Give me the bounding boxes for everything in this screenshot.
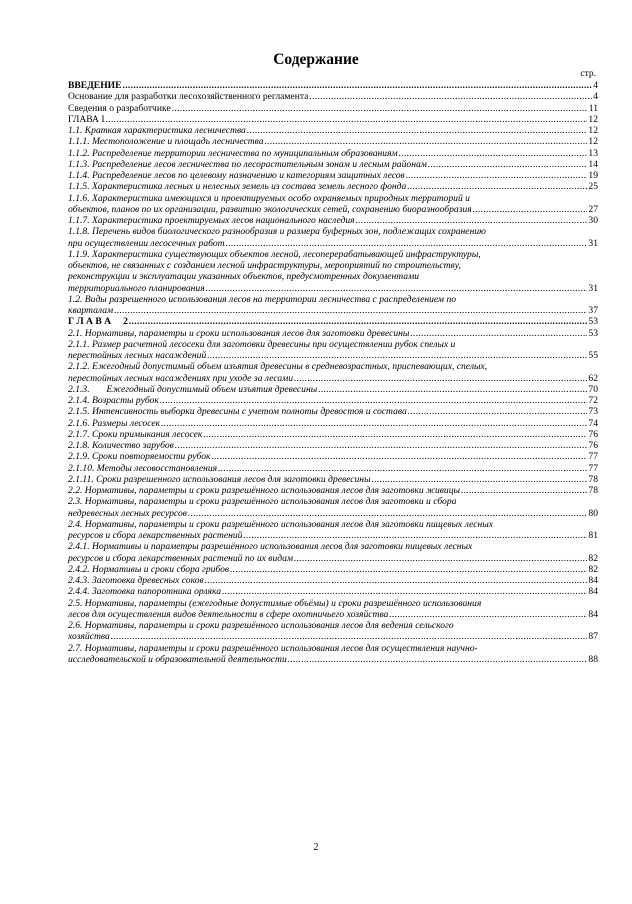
toc-entry-text: 2.4.2. Нормативы и сроки сбора грибов (68, 563, 230, 575)
toc-entry-last-line (68, 283, 598, 294)
toc-entry-text: 2.1.3. Ежегодный допустимый объем изъятия древесины (68, 383, 318, 395)
dot-leader (406, 170, 588, 181)
toc-entry-text: ресурсов и сбора лекарственных растений по их видам (68, 552, 294, 564)
toc-entry-last-line (68, 316, 598, 327)
dot-leader (473, 204, 588, 215)
toc-entry-last-line (68, 575, 598, 586)
dot-leader (203, 429, 587, 440)
toc-page-number: 84 (588, 575, 598, 586)
toc-entry-text: кварталам (68, 305, 114, 316)
dot-leader (309, 91, 592, 102)
toc-entry[interactable] (68, 496, 598, 519)
toc-entry-text: 1.1.2. Распределение территории лесничества по муниципальным образованиям (68, 147, 398, 159)
toc-entry-last-line (68, 451, 598, 462)
dot-leader (123, 80, 593, 91)
toc-page-number: 76 (588, 428, 598, 440)
toc-page-number: 74 (588, 417, 598, 429)
toc-entry[interactable] (68, 215, 598, 226)
toc-entry[interactable] (68, 463, 598, 474)
toc-page-number: 78 (588, 485, 598, 496)
toc-entry-text: 2.2. Нормативы, параметры и сроки разрешённого использования лесов для заготовки живицы (68, 485, 461, 496)
toc-entry[interactable] (68, 519, 598, 542)
toc-page-number: 25 (588, 181, 598, 193)
toc-page-number: 80 (588, 507, 598, 519)
toc-entry-text-line: реконструкции и эксплуатации указанных объектов, предусмотренных документами (68, 271, 420, 283)
toc-page-number: 82 (588, 552, 598, 564)
toc-entry[interactable] (68, 328, 598, 339)
toc-page-number: 72 (588, 395, 598, 406)
toc-entry[interactable] (68, 316, 598, 327)
toc-entry-last-line (68, 350, 598, 361)
toc-entry-last-line (68, 136, 598, 147)
toc-entry-text: 1.1. Краткая характеристика лесничества (68, 125, 246, 136)
toc-entry-last-line (68, 485, 598, 496)
toc-page-number: 55 (588, 350, 598, 361)
toc-entry[interactable] (68, 406, 598, 417)
toc-entry[interactable] (68, 125, 598, 136)
toc-entry-text: объектов, планов по их организации, развитию экологических сетей, сохранению биоразнообразия (68, 203, 472, 215)
toc-page-number: 53 (588, 327, 598, 339)
toc-entry-last-line (68, 373, 598, 384)
toc-page-number: 11 (588, 102, 598, 114)
toc-page-number: 84 (588, 608, 598, 620)
toc-page-number: 76 (588, 440, 598, 451)
toc-entry[interactable] (68, 440, 598, 451)
toc-entry-text: хозяйства (68, 631, 110, 643)
toc-entry-text-line: 1.1.8. Перечень видов биологического разнообразия и размера буферных зон, подлежащих сохранению (68, 226, 486, 238)
toc-page-number: 27 (588, 203, 598, 215)
toc-page-number: 77 (588, 462, 598, 474)
dot-leader (114, 305, 587, 316)
toc-entry-last-line (68, 553, 598, 564)
toc-page-number: 73 (588, 406, 598, 418)
toc-entry[interactable] (68, 226, 598, 249)
dot-leader (226, 238, 588, 249)
toc-page-number: 30 (588, 215, 598, 226)
toc-page-number: 81 (588, 530, 598, 541)
toc-entry-text: Сведения о разработчике (68, 102, 171, 114)
dot-leader (407, 181, 587, 192)
toc-entry-last-line (68, 384, 598, 395)
dot-leader (408, 406, 588, 417)
toc-entry-text: 2.1.9. Сроки повторяемости рубок (68, 451, 211, 463)
dot-leader (206, 283, 588, 294)
dot-leader (243, 530, 587, 541)
toc-entry-last-line (68, 586, 598, 597)
toc-page-number: 31 (588, 282, 598, 294)
toc-entry-last-line (68, 80, 598, 91)
toc-entry[interactable] (68, 485, 598, 496)
toc-entry[interactable] (68, 91, 598, 102)
dot-leader (129, 316, 588, 327)
toc-entry-text: 1.1.7. Характеристика проектируемых лесов национального наследия (68, 215, 355, 226)
toc-page-number: 12 (588, 136, 598, 148)
toc-entry-last-line (68, 474, 598, 485)
page-number: 2 (313, 842, 319, 853)
toc-entry-text: 1.1.4. Распределение лесов по целевому назначению и категориям защитных лесов (68, 170, 405, 181)
toc-entry-last-line (68, 463, 598, 474)
toc-entry-last-line (68, 530, 598, 541)
dot-leader (161, 418, 587, 429)
dot-leader (410, 328, 587, 339)
toc-page-number: 31 (588, 237, 598, 249)
toc-entry-text-line: 2.1.1. Размер расчетной лесосеки для заготовки древесины при осуществлении рубок спелых и (68, 338, 456, 350)
toc-page-number: 53 (588, 316, 598, 328)
dot-leader (207, 350, 587, 361)
toc-entry-last-line (68, 159, 598, 170)
toc-entry-last-line (68, 429, 598, 440)
toc-entry-last-line (68, 181, 598, 192)
dot-leader (160, 395, 588, 406)
toc-entry-last-line (68, 328, 598, 339)
toc-entry[interactable] (68, 564, 598, 575)
dot-leader (218, 463, 587, 474)
toc-page-number: 87 (588, 631, 598, 643)
toc-entry[interactable] (68, 114, 598, 125)
toc-entry-last-line (68, 508, 598, 519)
toc-entry-text: территориального планирования (68, 282, 205, 294)
toc-entry[interactable] (68, 103, 598, 114)
dot-leader (222, 586, 587, 597)
toc-entry-text: ВВЕДЕНИЕ (68, 80, 122, 91)
toc-entry-last-line (68, 440, 598, 451)
toc-entry[interactable] (68, 339, 598, 362)
page-column-label: стр. (580, 69, 596, 79)
toc-entry-text: 1.1.5. Характеристика лесных и нелесных земель из состава земель лесного фонда (68, 181, 407, 193)
dot-leader (212, 451, 588, 462)
toc-entry-text: ресурсов и сбора лекарственных растений (68, 530, 243, 541)
toc-entry-text: 2.1.8. Количество зарубов (68, 440, 174, 451)
toc-entry[interactable] (68, 429, 598, 440)
dot-leader (230, 564, 587, 575)
toc-entry-text: недревесных лесных ресурсов (68, 507, 187, 519)
toc-entry-text: 2.1.5. Интенсивность выборки древесины с учетом полноты древостоя и состава (68, 406, 407, 418)
toc-entry-text: перестойных лесных насаждениях при уходе за лесами (68, 372, 294, 384)
toc-entry-last-line (68, 418, 598, 429)
toc-entry-last-line (68, 204, 598, 215)
page-title: Содержание (273, 51, 359, 68)
toc-page-number: 12 (588, 125, 598, 136)
toc-entry-text: 1.1.1. Местоположение и площадь лесничества (68, 136, 264, 148)
toc-entry[interactable] (68, 474, 598, 485)
dot-leader (294, 553, 587, 564)
table-of-contents (68, 80, 598, 665)
toc-entry-text: перестойных лесных насаждений (68, 350, 207, 361)
toc-entry-last-line (68, 148, 598, 159)
toc-entry[interactable] (68, 294, 598, 317)
dot-leader (389, 609, 587, 620)
toc-entry-text: лесов для осуществления видов деятельности в сфере охотничьего хозяйства (68, 608, 389, 620)
toc-entry[interactable] (68, 598, 598, 621)
toc-entry[interactable] (68, 181, 598, 192)
dot-leader (372, 474, 588, 485)
toc-entry-last-line (68, 654, 598, 665)
dot-leader (318, 384, 587, 395)
toc-entry-text-line: 2.1.2. Ежегодный допустимый объем изъятия древесины в средневозрастных, приспевающих, спелых, (68, 361, 488, 373)
toc-entry-last-line (68, 170, 598, 181)
toc-entry[interactable] (68, 80, 598, 91)
dot-leader (106, 114, 588, 125)
toc-page-number: 4 (593, 80, 598, 91)
toc-entry[interactable] (68, 575, 598, 586)
toc-entry[interactable] (68, 620, 598, 643)
toc-entry-last-line (68, 125, 598, 136)
dot-leader (399, 148, 588, 159)
dot-leader (428, 159, 588, 170)
toc-page-number: 78 (588, 473, 598, 485)
toc-page-number: 19 (588, 170, 598, 181)
dot-leader (111, 631, 588, 642)
toc-page-number: 14 (588, 158, 598, 170)
dot-leader (265, 136, 588, 147)
toc-page-number: 13 (588, 147, 598, 159)
toc-entry[interactable] (68, 643, 598, 666)
toc-entry-text: 2.1.7. Сроки примыкания лесосек (68, 428, 203, 440)
toc-entry-text: 2.4.3. Заготовка древесных соков (68, 575, 204, 586)
toc-entry-text-line: 2.7. Нормативы, параметры и сроки разрешённого использования лесов для осуществления научно- (68, 642, 478, 654)
dot-leader (175, 440, 588, 451)
toc-page-number: 82 (588, 563, 598, 575)
toc-entry-last-line (68, 406, 598, 417)
toc-entry-last-line (68, 564, 598, 575)
toc-entry-text-line: 2.5. Нормативы, параметры (ежегодные допустимые объёмы) и сроки разрешённого использования (68, 597, 482, 609)
toc-entry-text: 2.1.6. Размеры лесосек (68, 417, 161, 429)
toc-entry[interactable] (68, 384, 598, 395)
toc-entry[interactable] (68, 249, 598, 294)
toc-entry[interactable] (68, 170, 598, 181)
toc-entry-text-line: 2.6. Нормативы, параметры и сроки разрешённого использования лесов для ведения сельского (68, 620, 454, 631)
dot-leader (294, 373, 587, 384)
toc-page-number: 88 (588, 653, 598, 665)
toc-entry[interactable] (68, 586, 598, 597)
toc-page-number: 37 (588, 305, 598, 316)
toc-entry-text: 1.1.3. Распределение лесов лесничества по лесорастительным зонам и лесным районам (68, 158, 427, 170)
toc-entry-text-line: 1.2. Виды разрешенного использования лесов на территории лесничества с распределением по (68, 293, 457, 305)
dot-leader (288, 654, 588, 665)
toc-entry-text-line: 1.1.6. Характеристика имеющихся и проектируемых особо охраняемых природных территорий и (68, 192, 470, 204)
dot-leader (172, 103, 588, 114)
toc-entry[interactable] (68, 451, 598, 462)
toc-entry-last-line (68, 114, 598, 125)
dot-leader (247, 125, 588, 136)
toc-entry-text: исследовательской и образовательной деятельности (68, 653, 287, 665)
dot-leader (205, 575, 588, 586)
toc-entry[interactable] (68, 541, 598, 564)
toc-entry-last-line (68, 631, 598, 642)
toc-page-number: 70 (588, 383, 598, 395)
toc-entry-text: Основание для разработки лесохозяйственного регламента (68, 91, 309, 103)
toc-entry-last-line (68, 215, 598, 226)
dot-leader (356, 215, 588, 226)
toc-entry-text-line: 2.4. Нормативы, параметры и сроки разрешённого использования лесов для заготовки пищевых лесных (68, 518, 494, 530)
toc-entry-last-line (68, 305, 598, 316)
toc-entry-text: 2.1.4. Возрасты рубок (68, 395, 159, 406)
toc-entry-text: Г Л А В А 2 (68, 316, 128, 328)
toc-entry[interactable] (68, 136, 598, 147)
toc-entry-last-line (68, 609, 598, 620)
toc-entry-last-line (68, 395, 598, 406)
toc-entry-text: 2.1.11. Сроки разрешенного использования лесов для заготовки древесины (68, 473, 371, 485)
toc-entry-text-line: 2.4.1. Нормативы и параметры разрешённого использования лесов для заготовки пищевых лесных (68, 541, 473, 553)
toc-page-number: 12 (588, 113, 598, 125)
toc-entry[interactable] (68, 159, 598, 170)
toc-entry-last-line (68, 238, 598, 249)
toc-page-number: 77 (588, 451, 598, 463)
dot-leader (188, 508, 587, 519)
toc-entry-last-line (68, 91, 598, 102)
toc-entry[interactable] (68, 418, 598, 429)
toc-entry-text-line: объектов, не связанных с созданием лесной инфраструктуры, мероприятий по строительству, (68, 260, 461, 271)
toc-entry-last-line (68, 103, 598, 114)
toc-page-number: 4 (593, 91, 598, 103)
toc-entry[interactable] (68, 361, 598, 384)
dot-leader (461, 485, 587, 496)
toc-entry[interactable] (68, 193, 598, 216)
toc-entry-text: ГЛАВА I (68, 113, 105, 125)
toc-entry-text: 2.1.10. Методы лесовосстановления (68, 462, 218, 474)
toc-entry-text: 2.1. Нормативы, параметры и сроки использования лесов для заготовки древесины (68, 327, 410, 339)
toc-entry-text-line: 1.1.9. Характеристика существующих объектов лесной, лесоперерабатывающей инфраструктуры, (68, 248, 481, 260)
toc-entry-text: при осуществлении лесосечных работ (68, 237, 225, 249)
toc-entry[interactable] (68, 148, 598, 159)
toc-page-number: 84 (588, 586, 598, 598)
toc-entry[interactable] (68, 395, 598, 406)
toc-page-number: 62 (588, 372, 598, 384)
toc-entry-text-line: 2.3. Нормативы, параметры и сроки разрешённого использования лесов для заготовки и сбора (68, 496, 457, 508)
toc-entry-text: 2.4.4. Заготовка папоротника орляка (68, 586, 222, 598)
